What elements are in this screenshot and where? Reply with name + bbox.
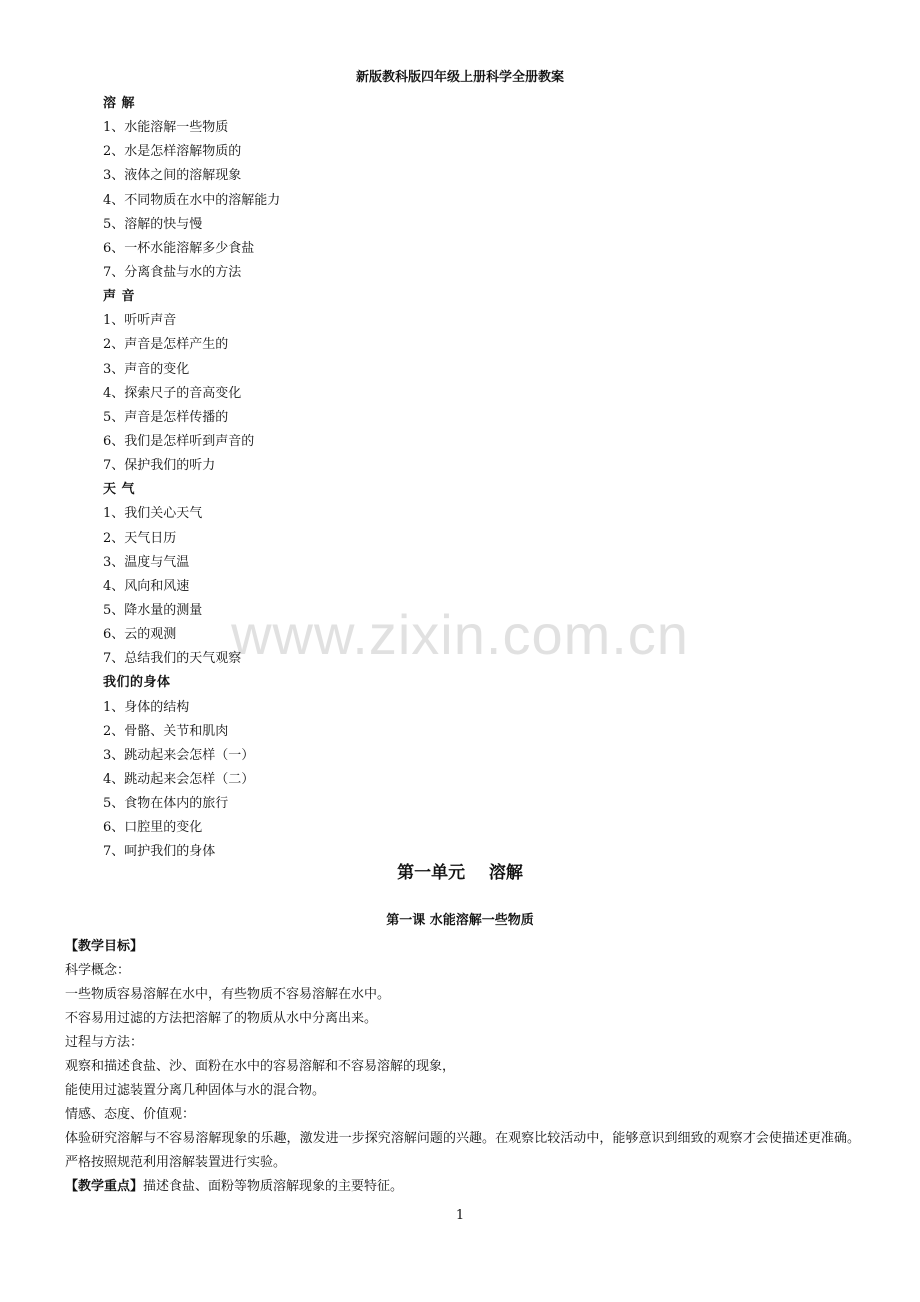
toc-item: 3、声音的变化 <box>103 361 190 377</box>
toc-item: 6、我们是怎样听到声音的 <box>103 433 255 449</box>
key-point-heading: 【教学重点】 <box>65 1179 144 1194</box>
table-of-contents <box>103 92 703 865</box>
toc-unit-heading: 我们的身体 <box>103 675 171 691</box>
process-label: 过程与方法： <box>65 1035 144 1050</box>
toc-item: 5、声音是怎样传播的 <box>103 409 229 425</box>
toc-item: 4、探索尺子的音高变化 <box>103 385 242 401</box>
process-line: 能使用过滤装置分离几种固体与水的混合物。 <box>65 1083 326 1098</box>
toc-unit-heading: 溶 解 <box>103 96 136 111</box>
toc-item: 5、食物在体内的旅行 <box>103 796 229 812</box>
toc-item: 6、云的观测 <box>103 627 177 643</box>
concept-line: 一些物质容易溶解在水中，有些物质不容易溶解在水中。 <box>65 987 391 1002</box>
concept-line: 不容易用过滤的方法把溶解了的物质从水中分离出来。 <box>65 1011 378 1026</box>
attitude-paragraph: 体验研究溶解与不容易溶解现象的乐趣，激发进一步探究溶解问题的兴趣。在观察比较活动中，能够意识到细致的观察才会使描述更准确。严格按照规范利用溶解装置进行实验。 <box>65 1131 860 1170</box>
page-number: 1 <box>455 1208 465 1223</box>
toc-item: 1、听听声音 <box>103 313 177 329</box>
toc-item: 7、呵护我们的身体 <box>103 844 216 860</box>
toc-item: 2、天气日历 <box>103 530 177 546</box>
toc-item: 2、骨骼、关节和肌肉 <box>103 723 229 739</box>
toc-unit-heading: 声 音 <box>103 289 136 305</box>
toc-item: 6、一杯水能溶解多少食盐 <box>103 240 255 256</box>
toc-item: 1、身体的结构 <box>103 699 190 715</box>
unit-title: 第一单元 溶解 <box>397 863 523 883</box>
toc-item: 4、跳动起来会怎样（二） <box>103 771 255 787</box>
attitude-label: 情感、态度、价值观： <box>65 1107 196 1122</box>
toc-unit-heading: 天 气 <box>103 482 136 498</box>
lesson-body <box>65 935 860 1199</box>
key-point-text: 描述食盐、面粉等物质溶解现象的主要特征。 <box>143 1179 404 1194</box>
toc-item: 2、声音是怎样产生的 <box>103 337 229 353</box>
concept-label: 科学概念： <box>65 963 131 978</box>
toc-item: 4、风向和风速 <box>103 578 190 594</box>
document-title: 新版教科版四年级上册科学全册教案 <box>355 70 564 85</box>
process-line: 观察和描述食盐、沙、面粉在水中的容易溶解和不容易溶解的现象， <box>65 1059 456 1074</box>
toc-item: 4、不同物质在水中的溶解能力 <box>103 192 281 208</box>
toc-item: 1、我们关心天气 <box>103 506 203 522</box>
toc-item: 2、水是怎样溶解物质的 <box>103 144 242 160</box>
objectives-heading: 【教学目标】 <box>65 939 144 954</box>
toc-item: 1、水能溶解一些物质 <box>103 120 229 136</box>
key-point-line <box>65 1175 860 1199</box>
toc-item: 6、口腔里的变化 <box>103 820 203 836</box>
lesson-title: 第一课 水能溶解一些物质 <box>386 913 534 928</box>
toc-item: 3、液体之间的溶解现象 <box>103 168 242 184</box>
toc-item: 5、降水量的测量 <box>103 602 203 618</box>
toc-item: 7、保护我们的听力 <box>103 458 216 474</box>
toc-item: 7、分离食盐与水的方法 <box>103 264 242 280</box>
toc-item: 7、总结我们的天气观察 <box>103 651 242 667</box>
toc-item: 3、温度与气温 <box>103 554 190 570</box>
watermark: www.zixin.com.cn <box>231 603 689 666</box>
toc-item: 5、溶解的快与慢 <box>103 216 203 232</box>
toc-item: 3、跳动起来会怎样（一） <box>103 747 255 763</box>
